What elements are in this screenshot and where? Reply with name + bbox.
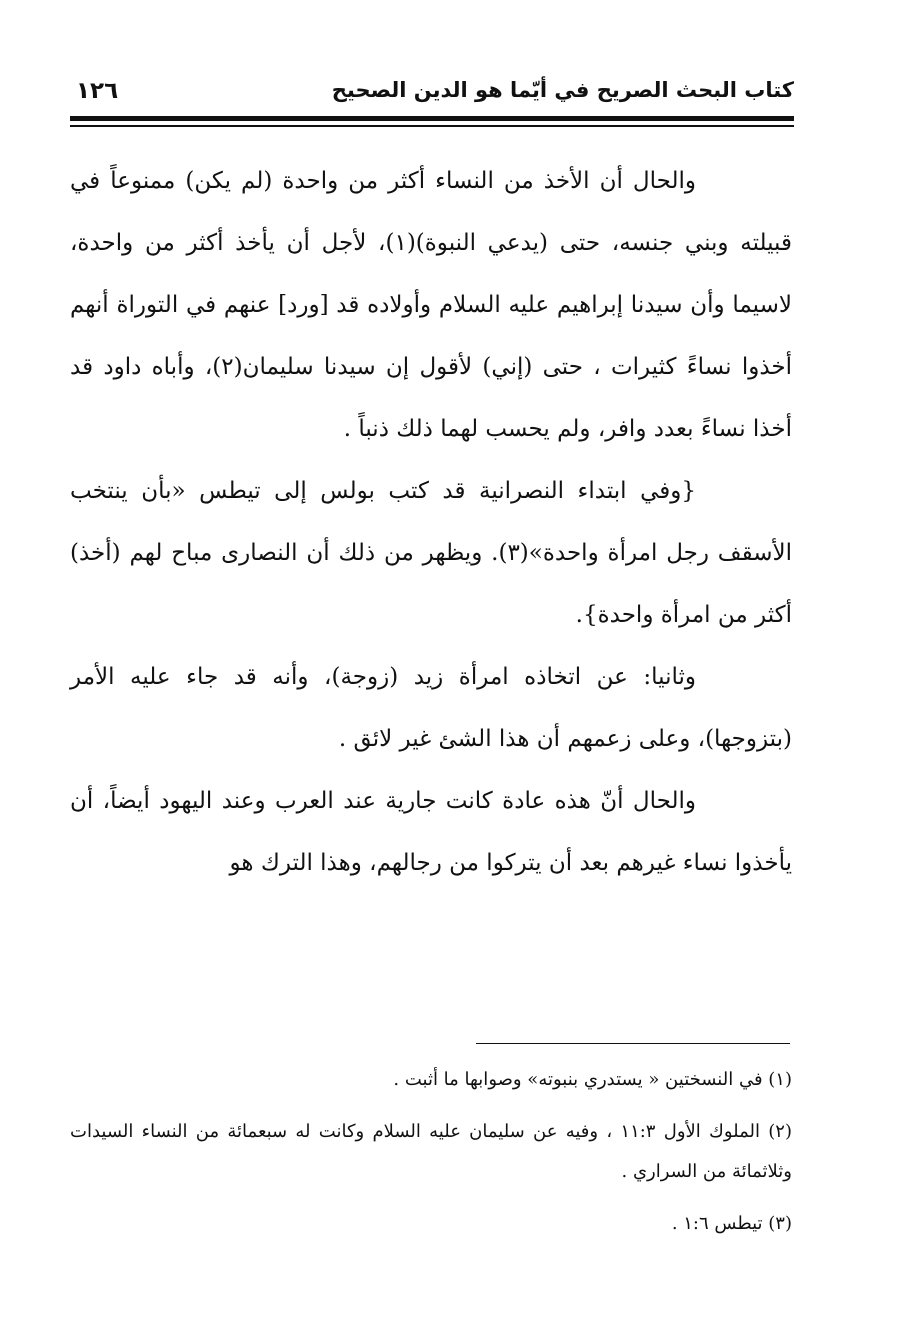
header-rule	[70, 116, 794, 121]
paragraph: {وفي ابتداء النصرانية قد كتب بولس إلى تيطس «بأن ينتخب الأسقف رجل امرأة واحدة»(٣). ويظهر من ذلك أن النصارى مباح لهم (أخذ) أكثر من امرأة واحدة}.	[70, 478, 792, 628]
page-header	[70, 74, 794, 110]
paragraph: والحال أنّ هذه عادة كانت جارية عند العرب وعند اليهود أيضاً، أن يأخذوا نساء غيرهم بعد أن يتركوا من رجالهم، وهذا الترك هو	[70, 788, 792, 876]
footnote: (٣) تيطس ١:٦ .	[671, 1213, 792, 1234]
paragraph: والحال أن الأخذ من النساء أكثر من واحدة (لم يكن) ممنوعاً في قبيلته وبني جنسه، حتى (يدعي النبوة)(١)، لأجل أن يأخذ أكثر من واحدة، لاسيما وأن سيدنا إبراهيم عليه السلام وأولاده قد [ورد] عنهم في التوراة أنهم أخذوا نساءً كثيرات ، حتى (إني) لأقول إن سيدنا سليمان(٢)، وأباه داود قد أخذا نساءً بعدد وافر، ولم يحسب لهما ذلك ذنباً .	[70, 168, 792, 442]
paragraph: وثانيا: عن اتخاذه امرأة زيد (زوجة)، وأنه قد جاء عليه الأمر (بتزوجها)، وعلى زعمهم أن هذا الشئ غير لائق .	[70, 664, 792, 752]
footnotes	[70, 1060, 792, 1256]
header-rule-thin	[70, 125, 794, 127]
footnote: (٢) الملوك الأول ١١:٣ ، وفيه عن سليمان عليه السلام وكانت له سبعمائة من النساء السيدات وثلاثمائة من السراري .	[70, 1121, 792, 1182]
main-text	[70, 150, 792, 894]
footnote-separator	[476, 1043, 790, 1044]
book-title: كتاب البحث الصريح في أيّما هو الدين الصحيح	[331, 78, 794, 102]
footnote: (١) في النسختين « يستدري بنبوته» وصوابها ما أثبت .	[393, 1069, 792, 1090]
page-number: ١٢٦	[76, 78, 119, 104]
